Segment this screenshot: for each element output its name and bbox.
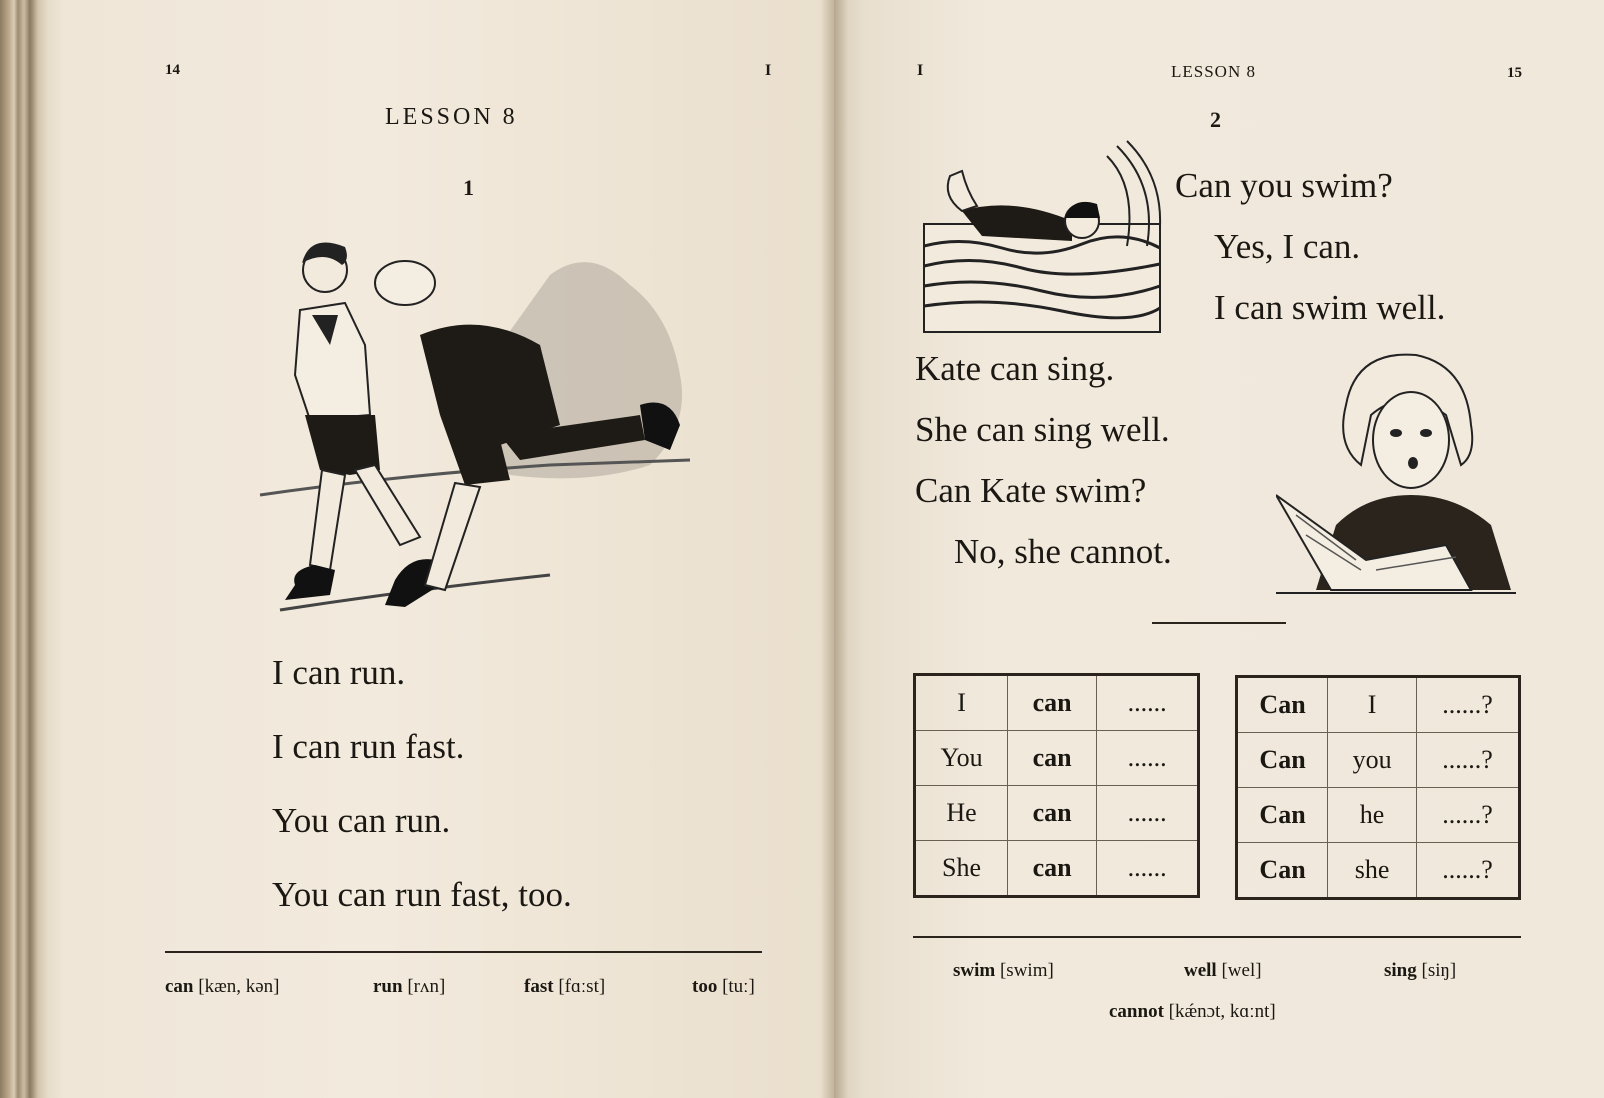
- table-cell: can: [1008, 675, 1097, 731]
- table-row: [915, 841, 1199, 897]
- right-line-5: She can sing well.: [915, 410, 1170, 449]
- right-line-7: No, she cannot.: [954, 532, 1172, 571]
- table-cell: can: [1008, 786, 1097, 841]
- table-row: [915, 786, 1199, 841]
- singing-girl-illustration: [1276, 345, 1516, 595]
- table-cell: can: [1008, 841, 1097, 897]
- swimmer-illustration: [922, 136, 1164, 336]
- right-line-6: Can Kate swim?: [915, 471, 1147, 510]
- page-edges: [0, 0, 64, 1098]
- vocab-item-run: run [rʌn]: [373, 976, 446, 997]
- table-row: [1237, 733, 1520, 788]
- vocab-item-cannot: cannot [kǽnɔt, kɑːnt]: [1109, 1001, 1276, 1022]
- vocab-item-can: can [kæn, kən]: [165, 976, 280, 997]
- table-row: [1237, 843, 1520, 899]
- table-row: [915, 731, 1199, 786]
- left-page-number: 14: [165, 62, 180, 78]
- right-line-3: I can swim well.: [1214, 288, 1446, 327]
- table-row: [1237, 788, 1520, 843]
- table-cell: ......: [1097, 841, 1199, 897]
- vocab-item-fast: fast [fɑːst]: [524, 976, 606, 997]
- left-line-2: I can run fast.: [272, 727, 465, 766]
- table-cell: ......?: [1417, 843, 1520, 899]
- table-cell: He: [915, 786, 1008, 841]
- table-row: [915, 675, 1199, 731]
- table-cell: Can: [1237, 843, 1328, 899]
- statement-table: [913, 673, 1200, 898]
- table-cell: She: [915, 841, 1008, 897]
- table-cell: ......: [1097, 675, 1199, 731]
- right-page-number: 15: [1507, 65, 1522, 81]
- right-line-1: Can you swim?: [1175, 166, 1393, 205]
- table-cell: Can: [1237, 677, 1328, 733]
- section-number-1: 1: [463, 175, 474, 200]
- running-boys-illustration: [250, 225, 710, 635]
- short-divider: [1152, 622, 1286, 624]
- table-cell: she: [1328, 843, 1417, 899]
- left-line-1: I can run.: [272, 653, 406, 692]
- table-cell: can: [1008, 731, 1097, 786]
- table-cell: ......: [1097, 786, 1199, 841]
- section-number-2: 2: [1210, 107, 1221, 132]
- table-cell: I: [1328, 677, 1417, 733]
- left-line-3: You can run.: [272, 801, 451, 840]
- right-line-4: Kate can sing.: [915, 349, 1115, 388]
- left-line-4: You can run fast, too.: [272, 875, 572, 914]
- table-cell: ......?: [1417, 677, 1520, 733]
- table-cell: ......?: [1417, 733, 1520, 788]
- table-cell: you: [1328, 733, 1417, 788]
- table-row: [1237, 677, 1520, 733]
- vocab-item-sing: sing [siŋ]: [1384, 960, 1457, 981]
- lesson-title: LESSON 8: [385, 104, 518, 130]
- table-cell: You: [915, 731, 1008, 786]
- right-vocab-rule: [913, 936, 1521, 938]
- table-cell: he: [1328, 788, 1417, 843]
- table-cell: Can: [1237, 788, 1328, 843]
- table-cell: I: [915, 675, 1008, 731]
- book-gutter: [820, 0, 848, 1098]
- right-corner-mark: I: [917, 62, 924, 79]
- left-corner-mark: I: [765, 62, 772, 79]
- table-cell: ......: [1097, 731, 1199, 786]
- right-line-2: Yes, I can.: [1214, 227, 1361, 266]
- left-vocab-rule: [165, 951, 762, 953]
- question-table: [1235, 675, 1521, 900]
- running-head: LESSON 8: [1171, 62, 1256, 81]
- vocab-item-swim: swim [swim]: [953, 960, 1054, 981]
- vocab-item-well: well [wel]: [1184, 960, 1262, 981]
- table-cell: ......?: [1417, 788, 1520, 843]
- vocab-item-too: too [tuː]: [692, 976, 755, 997]
- table-cell: Can: [1237, 733, 1328, 788]
